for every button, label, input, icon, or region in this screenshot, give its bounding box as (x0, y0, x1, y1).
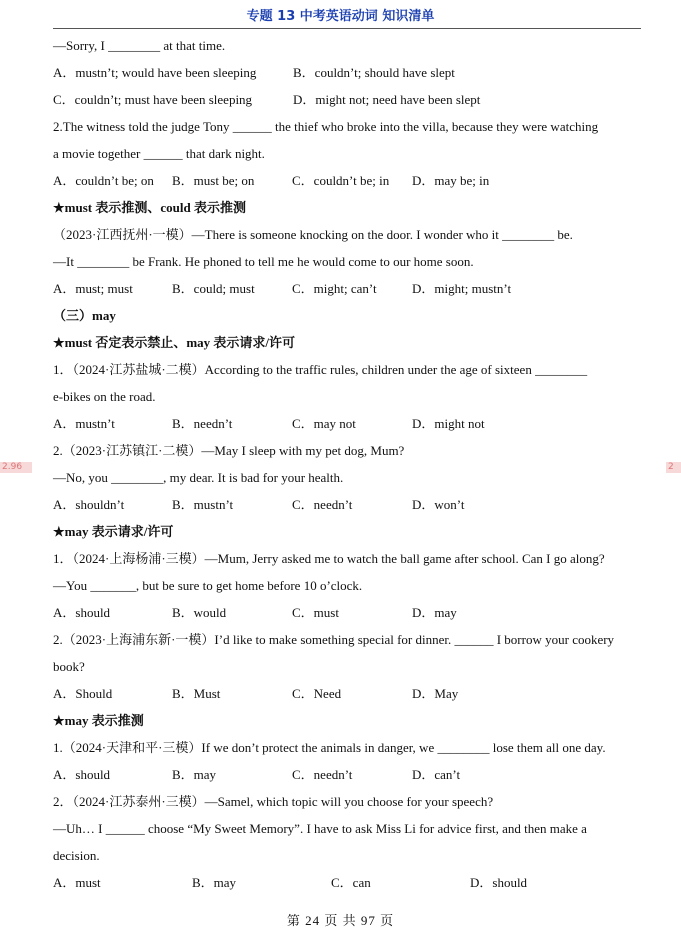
option-c: C．needn’t (292, 767, 353, 782)
question-line: e-bikes on the road. (53, 389, 156, 404)
option-c: C．needn’t (292, 497, 353, 512)
question-line: 2．（2024·江苏泰州·三模）—Samel, which topic will you choose for your speech? (53, 794, 494, 809)
page-number: 第 24 页 共 97 页 (286, 913, 395, 928)
option-b: B．may (172, 767, 217, 782)
question-line: 1．（2024·上海杨浦·三模）—Mum, Jerry asked me to watch the ball game after school. Can I go along? (53, 551, 605, 566)
option-c: C．couldn’t; must have been sleeping (53, 92, 253, 107)
option-a: A．should (53, 605, 111, 620)
option-d: D．may be; in (412, 173, 490, 188)
option-d: D．won’t (412, 497, 465, 512)
option-c: C．might; can’t (292, 281, 377, 296)
option-b: B．may (192, 875, 237, 890)
question-line: —You _______, but be sure to get home before 10 o’clock. (53, 578, 363, 593)
option-b: B．Must (172, 686, 221, 701)
option-c: C．couldn’t be; in (292, 173, 390, 188)
section-heading: ★may 表示请求/许可 (53, 524, 174, 539)
question-line: 2.（2023·上海浦东新·一模）I’d like to make something special for dinner. ______ I borrow your cookery (53, 632, 615, 647)
option-a: A．should (53, 767, 111, 782)
right-margin-marker: 2 (666, 462, 681, 473)
option-b: B．needn’t (172, 416, 233, 431)
option-b: B．must be; on (172, 173, 255, 188)
question-line: 2.The witness told the judge Tony ______ the thief who broke into the villa, because they were watching (53, 119, 599, 134)
left-margin-marker: 2.96 (0, 462, 32, 473)
option-c: C．Need (292, 686, 342, 701)
section-heading: ★may 表示推测 (53, 713, 144, 728)
option-b: B．couldn’t; should have slept (293, 65, 455, 80)
question-line: —No, you ________, my dear. It is bad for your health. (53, 470, 344, 485)
option-d: D．can’t (412, 767, 461, 782)
section-heading: ★must 否定表示禁止、may 表示请求/许可 (53, 335, 296, 350)
option-a: A．mustn’t (53, 416, 115, 431)
option-d: D．should (470, 875, 528, 890)
option-d: D．might not (412, 416, 485, 431)
option-d: D．may (412, 605, 457, 620)
section-title: （三）may (53, 308, 116, 323)
option-d: D．might not; need have been slept (293, 92, 481, 107)
option-c: C．must (292, 605, 339, 620)
question-line: a movie together ______ that dark night. (53, 146, 265, 161)
question-line: decision. (53, 848, 100, 863)
option-c: C．can (331, 875, 371, 890)
option-d: D．might; mustn’t (412, 281, 512, 296)
option-a: A．must; must (53, 281, 133, 296)
option-a: A．mustn’t; would have been sleeping (53, 65, 257, 80)
header-rule (53, 28, 641, 29)
question-line: —Uh… I ______ choose “My Sweet Memory”. I have to ask Miss Li for advice first, and then make a (53, 821, 587, 836)
option-a: A．shouldn’t (53, 497, 125, 512)
question-line: （2023·江西抚州·一模）—There is someone knocking on the door. I wonder who it ________ be. (53, 227, 573, 242)
question-line: book? (53, 659, 85, 674)
section-heading: ★must 表示推测、could 表示推测 (53, 200, 246, 215)
option-b: B．could; must (172, 281, 255, 296)
option-a: A．Should (53, 686, 113, 701)
option-a: A．couldn’t be; on (53, 173, 154, 188)
option-d: D．May (412, 686, 459, 701)
option-c: C．may not (292, 416, 356, 431)
question-line: —It ________ be Frank. He phoned to tell me he would come to our home soon. (53, 254, 474, 269)
question-line: 1．（2024·江苏盐城·二模）According to the traffic rules, children under the age of sixteen ________ (53, 362, 588, 377)
page-header: 专题 13 中考英语动词 知识清单 (246, 9, 435, 24)
question-line: —Sorry, I ________ at that time. (53, 38, 226, 53)
question-line: 2.（2023·江苏镇江·二模）—May I sleep with my pet dog, Mum? (53, 443, 405, 458)
option-b: B．would (172, 605, 227, 620)
option-b: B．mustn’t (172, 497, 234, 512)
question-line: 1.（2024·天津和平·三模）If we don’t protect the animals in danger, we ________ lose them all one day. (53, 740, 606, 755)
option-a: A．must (53, 875, 101, 890)
